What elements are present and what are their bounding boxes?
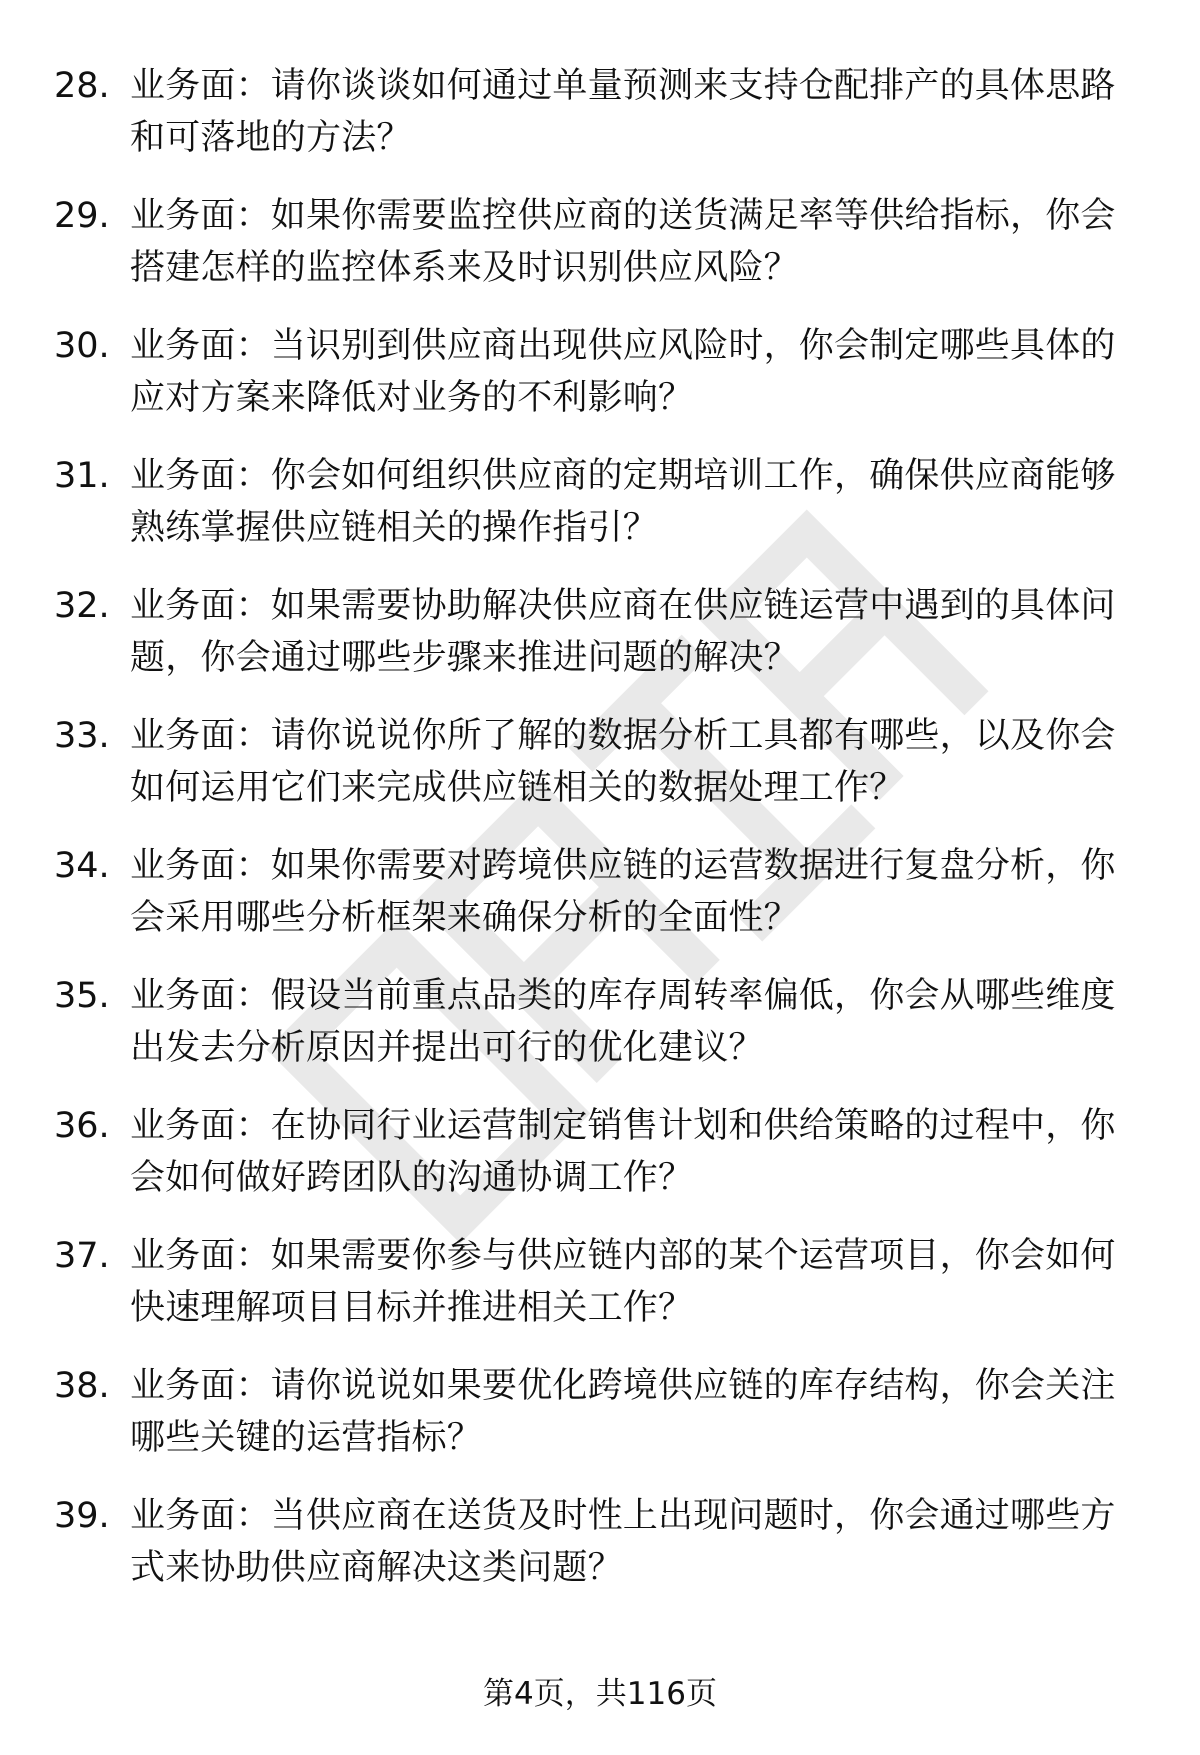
question-number: 28. bbox=[54, 66, 110, 106]
list-item bbox=[0, 56, 1200, 186]
question-text: 业务面：当供应商在送货及时性上出现问题时，你会通过哪些方式来协助供应商解决这类问题？ bbox=[130, 1496, 1116, 1588]
list-item bbox=[0, 1096, 1200, 1226]
question-text: 业务面：如果你需要监控供应商的送货满足率等供给指标，你会搭建怎样的监控体系来及时识别供应风险？ bbox=[130, 196, 1116, 288]
list-item bbox=[0, 1226, 1200, 1356]
list-item bbox=[0, 186, 1200, 316]
question-number: 31. bbox=[54, 456, 110, 496]
question-number: 34. bbox=[54, 846, 110, 886]
question-number: 35. bbox=[54, 976, 110, 1016]
question-text: 业务面：你会如何组织供应商的定期培训工作，确保供应商能够熟练掌握供应链相关的操作指引？ bbox=[130, 456, 1116, 548]
question-number: 33. bbox=[54, 716, 110, 756]
question-number: 29. bbox=[54, 196, 110, 236]
list-item bbox=[0, 316, 1200, 446]
page-number: 第4页，共116页 bbox=[483, 1676, 717, 1712]
question-text: 业务面：请你说说你所了解的数据分析工具都有哪些，以及你会如何运用它们来完成供应链相关的数据处理工作？ bbox=[130, 716, 1116, 808]
list-item bbox=[0, 576, 1200, 706]
question-list bbox=[0, 56, 1200, 1616]
question-text: 业务面：请你说说如果要优化跨境供应链的库存结构，你会关注哪些关键的运营指标？ bbox=[130, 1366, 1116, 1458]
question-text: 业务面：如果你需要对跨境供应链的运营数据进行复盘分析，你会采用哪些分析框架来确保分析的全面性？ bbox=[130, 846, 1116, 938]
question-text: 业务面：请你谈谈如何通过单量预测来支持仓配排产的具体思路和可落地的方法？ bbox=[130, 66, 1116, 158]
question-number: 39. bbox=[54, 1496, 110, 1536]
list-item bbox=[0, 706, 1200, 836]
question-number: 30. bbox=[54, 326, 110, 366]
question-number: 37. bbox=[54, 1236, 110, 1276]
list-item bbox=[0, 1356, 1200, 1486]
question-text: 业务面：在协同行业运营制定销售计划和供给策略的过程中，你会如何做好跨团队的沟通协调工作？ bbox=[130, 1106, 1116, 1198]
question-number: 38. bbox=[54, 1366, 110, 1406]
question-text: 业务面：当识别到供应商出现供应风险时，你会制定哪些具体的应对方案来降低对业务的不利影响？ bbox=[130, 326, 1116, 418]
question-text: 业务面：如果需要你参与供应链内部的某个运营项目，你会如何快速理解项目目标并推进相关工作？ bbox=[130, 1236, 1116, 1328]
question-number: 36. bbox=[54, 1106, 110, 1146]
question-text: 业务面：如果需要协助解决供应商在供应链运营中遇到的具体问题，你会通过哪些步骤来推进问题的解决？ bbox=[130, 586, 1116, 678]
list-item bbox=[0, 836, 1200, 966]
list-item bbox=[0, 1486, 1200, 1616]
list-item bbox=[0, 446, 1200, 576]
list-item bbox=[0, 966, 1200, 1096]
question-text: 业务面：假设当前重点品类的库存周转率偏低，你会从哪些维度出发去分析原因并提出可行的优化建议？ bbox=[130, 976, 1116, 1068]
question-number: 32. bbox=[54, 586, 110, 626]
